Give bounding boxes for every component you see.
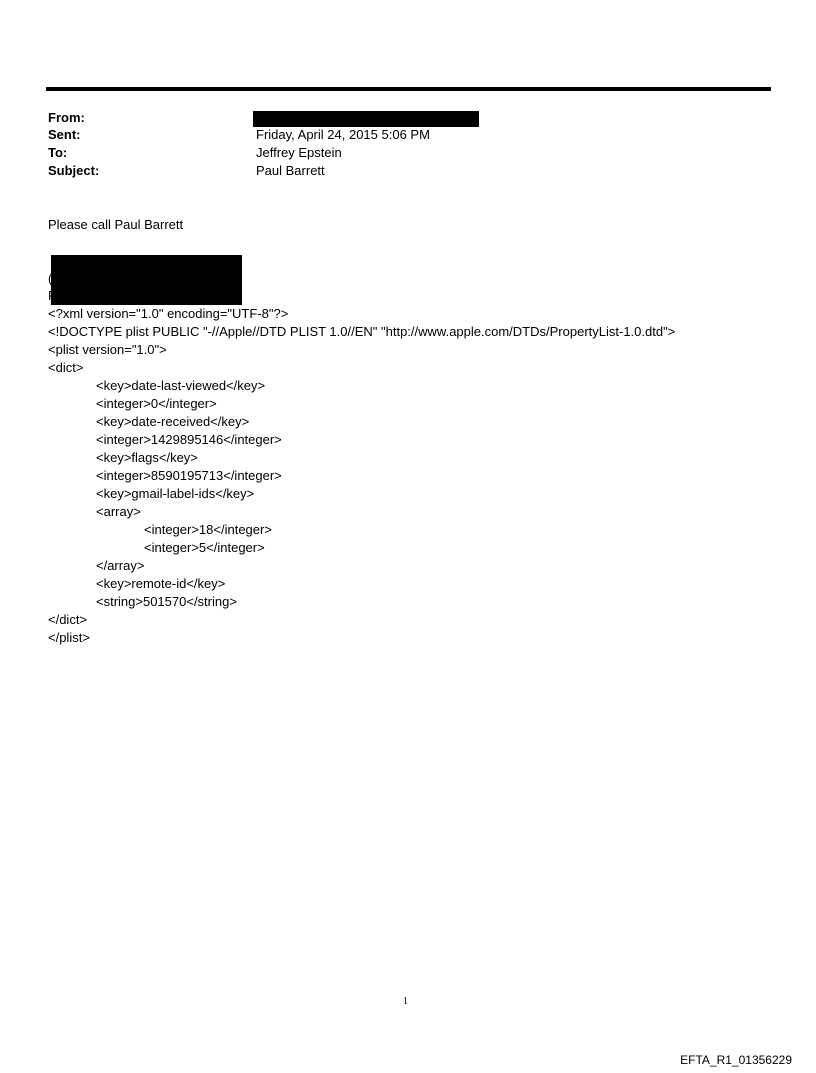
- plist-line: <integer>18</integer>: [144, 522, 272, 537]
- from-redaction: [253, 111, 479, 127]
- to-value: Jeffrey Epstein: [256, 145, 342, 160]
- plist-line: <key>remote-id</key>: [96, 576, 226, 591]
- plist-line: <integer>0</integer>: [96, 396, 217, 411]
- to-row: [48, 144, 748, 162]
- message-body: Please call Paul Barrett: [48, 217, 184, 232]
- plist-line: </dict>: [48, 612, 88, 627]
- plist-line: <!DOCTYPE plist PUBLIC "-//Apple//DTD PLIST 1.0//EN" "http://www.apple.com/DTDs/PropertyList-1.0.dtd">: [48, 324, 676, 339]
- plist-line: <key>date-last-viewed</key>: [96, 378, 266, 393]
- sent-label: Sent:: [48, 127, 81, 142]
- plist-line: <key>date-received</key>: [96, 414, 250, 429]
- subject-row: [48, 162, 748, 180]
- plist-line: <dict>: [48, 360, 84, 375]
- plist-line: <string>501570</string>: [96, 594, 237, 609]
- signature-redaction: [51, 255, 242, 305]
- plist-line: <key>gmail-label-ids</key>: [96, 486, 255, 501]
- subject-value: Paul Barrett: [256, 163, 325, 178]
- plist-line: <?xml version="1.0" encoding="UTF-8"?>: [48, 306, 289, 321]
- plist-line: <plist version="1.0">: [48, 342, 167, 357]
- from-label: From:: [48, 110, 85, 125]
- page-number: 1: [403, 996, 408, 1007]
- plist-line: <integer>8590195713</integer>: [96, 468, 282, 483]
- plist-line: </plist>: [48, 630, 90, 645]
- plist-line: </array>: [96, 558, 145, 573]
- plist-block: [48, 305, 675, 647]
- plist-line: <key>flags</key>: [96, 450, 198, 465]
- sent-row: [48, 126, 748, 144]
- signature-fragment-2: F: [48, 288, 56, 303]
- header-rule: [46, 87, 771, 91]
- subject-label: Subject:: [48, 163, 100, 178]
- signature-fragment-1: (: [48, 271, 53, 286]
- plist-line: <array>: [96, 504, 141, 519]
- plist-line: <integer>5</integer>: [144, 540, 265, 555]
- plist-line: <integer>1429895146</integer>: [96, 432, 282, 447]
- sent-value: Friday, April 24, 2015 5:06 PM: [256, 127, 430, 142]
- to-label: To:: [48, 145, 68, 160]
- document-id: EFTA_R1_01356229: [680, 1053, 792, 1067]
